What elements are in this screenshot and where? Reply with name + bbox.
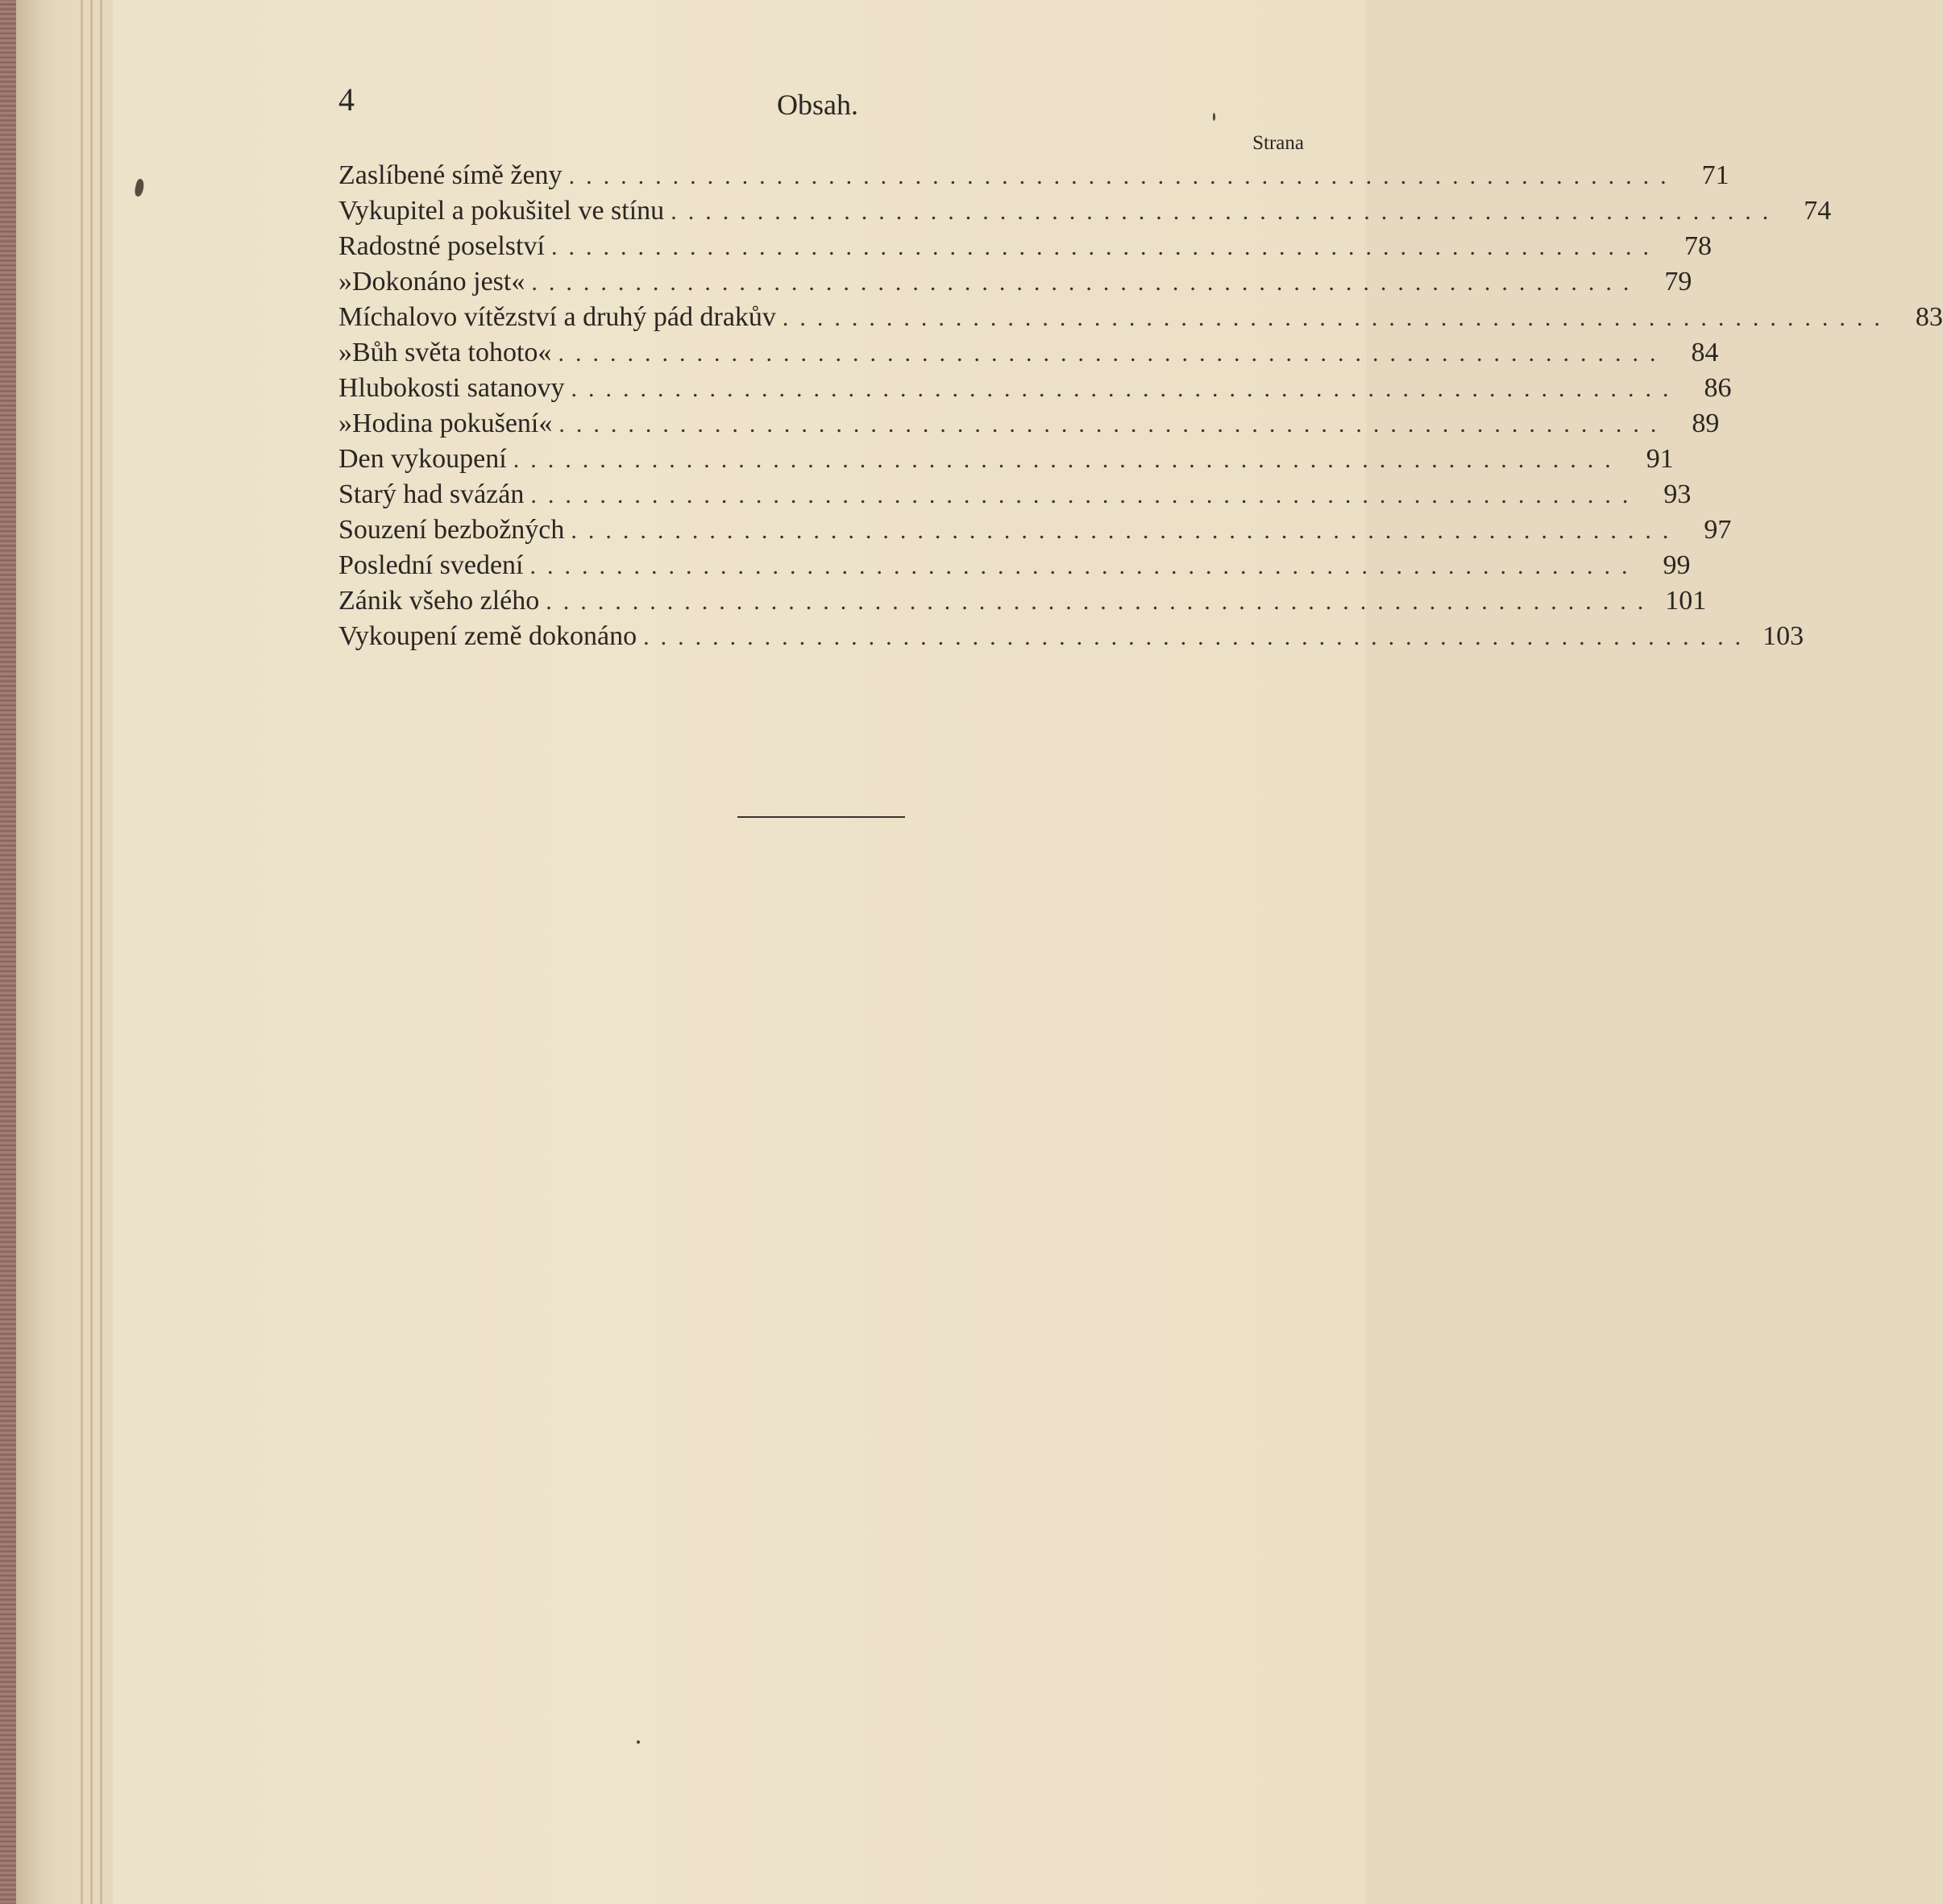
table-of-contents [338,158,1943,654]
page-edge [100,0,102,1904]
toc-entry-page: 99 [1663,550,1691,580]
toc-entry-title: Míchalovo vítězství a druhý pád drakův [338,302,776,332]
dot-leader: ................................................................ [571,517,1680,544]
toc-entry-page: 103 [1762,621,1804,651]
toc-entry-page: 91 [1646,444,1674,474]
toc-entry-title: Den vykoupení [338,444,507,474]
toc-entry [338,229,1712,264]
end-rule [737,816,905,818]
toc-entry-page: 71 [1701,160,1729,190]
toc-entry [338,512,1732,548]
toc-entry-page: 83 [1915,302,1943,332]
page-edge [90,0,93,1904]
toc-entry [338,300,1943,335]
toc-entry-title: Vykupitel a pokušitel ve stínu [338,196,665,226]
toc-entry [338,619,1804,654]
dot-leader: ................................................................ [643,624,1753,650]
toc-entry-page: 86 [1704,373,1732,403]
book-spine [0,0,16,1904]
dot-leader: ................................................................ [529,553,1639,579]
toc-entry [338,442,1674,477]
dot-leader: ................................................................ [531,269,1641,296]
toc-entry [338,264,1692,300]
toc-entry [338,335,1719,371]
toc-entry-page: 78 [1684,231,1712,261]
paper-speck [637,1740,640,1744]
page-edge [81,0,83,1904]
dot-leader: ................................................................ [546,588,1655,615]
toc-entry [338,548,1691,583]
toc-entry [338,583,1707,619]
dot-leader: ................................................................ [558,411,1668,438]
toc-entry-title: Radostné poselství [338,231,545,261]
dot-leader: ................................................................ [782,305,1891,331]
toc-entry-title: Starý had svázán [338,479,525,509]
toc-entry-title: Zaslíbené símě ženy [338,160,563,190]
toc-entry-page: 97 [1704,515,1732,545]
toc-entry-page: 89 [1692,409,1720,438]
page-title: Obsah. [777,89,858,121]
toc-entry-page: 74 [1804,196,1832,226]
toc-entry-page: 93 [1663,479,1692,509]
toc-entry-title: »Dokonáno jest« [338,267,525,297]
dot-leader: ................................................................ [568,163,1678,189]
dot-leader: ................................................................ [513,446,1622,473]
dot-leader: ................................................................ [571,375,1680,402]
dot-leader: ................................................................ [671,198,1780,225]
toc-entry [338,371,1732,406]
toc-entry-title: Hlubokosti satanovy [338,373,565,403]
toc-entry-title: »Bůh světa tohoto« [338,338,552,367]
paper-speck [1213,113,1215,121]
toc-entry [338,406,1720,442]
toc-entry-title: Poslední svedení [338,550,524,580]
dot-leader: ................................................................ [530,482,1640,508]
toc-entry-page: 101 [1665,586,1707,616]
page-number: 4 [338,81,355,118]
page-column-label: Strana [1252,132,1304,154]
toc-entry [338,193,1832,229]
toc-entry-title: Souzení bezbožných [338,515,565,545]
toc-entry-page: 79 [1664,267,1692,297]
toc-entry [338,158,1729,193]
toc-entry-title: Vykoupení země dokonáno [338,621,637,651]
toc-entry-title: »Hodina pokušení« [338,409,553,438]
binding-shadow [16,0,56,1904]
toc-entry [338,477,1692,512]
dot-leader: ................................................................ [558,340,1667,367]
toc-entry-page: 84 [1691,338,1719,367]
toc-entry-title: Zánik všeho zlého [338,586,540,616]
dot-leader: ................................................................ [550,234,1660,260]
